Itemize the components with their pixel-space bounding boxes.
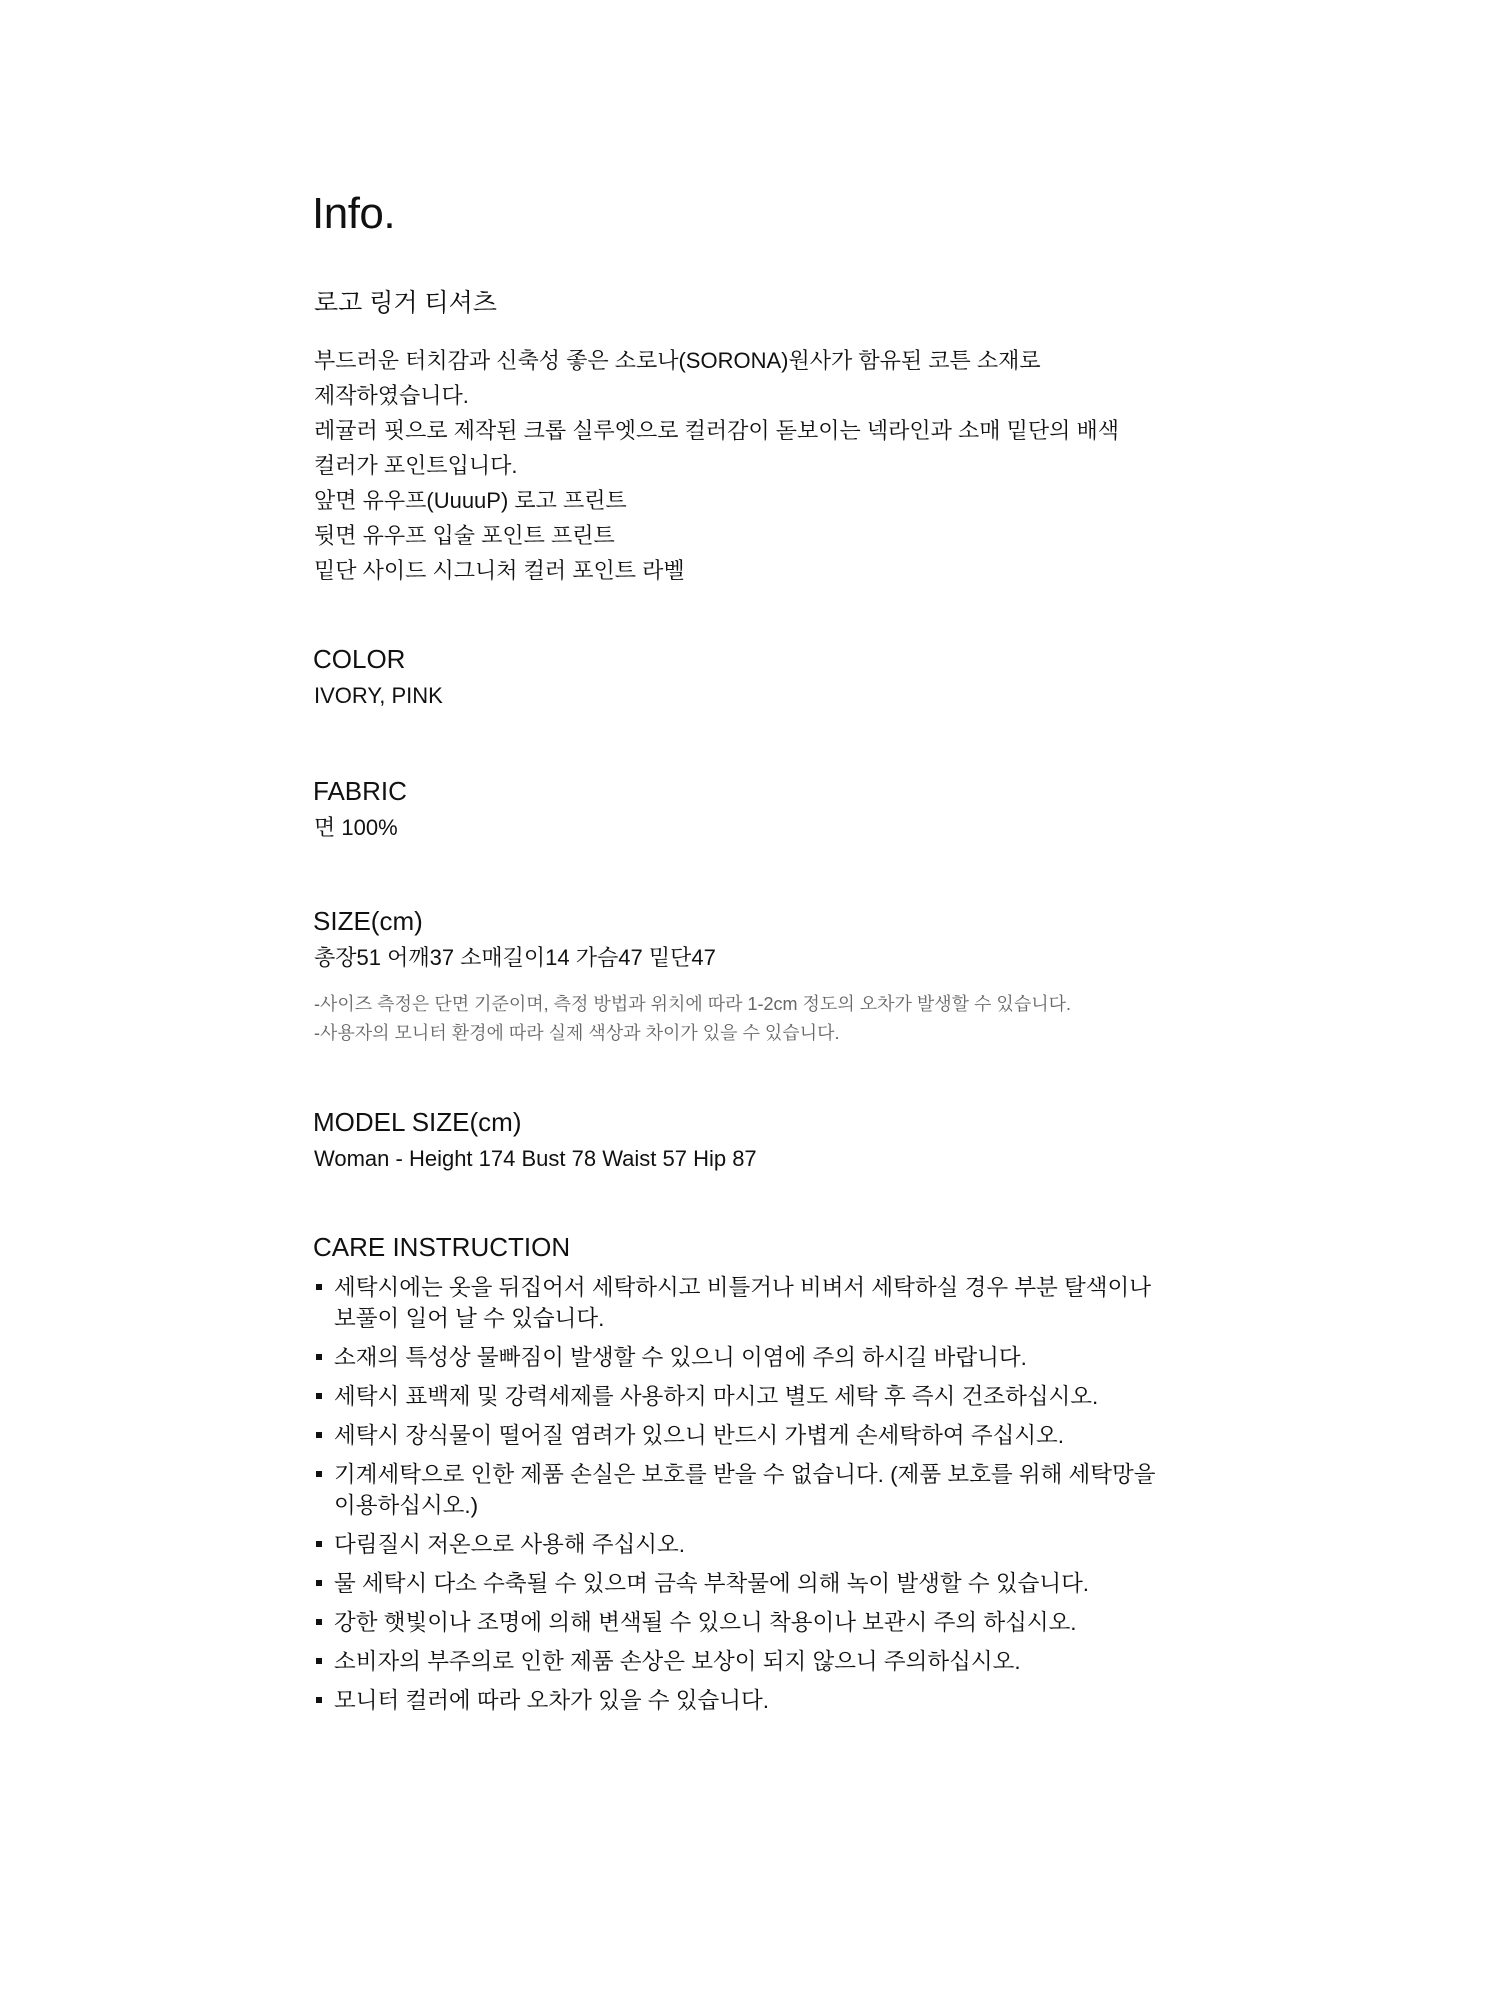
description-line: 밑단 사이드 시그니처 컬러 포인트 라벨 [314,558,685,583]
size-note: -사용자의 모니터 환경에 따라 실제 색상과 차이가 있을 수 있습니다. [314,1023,840,1043]
bullet-icon [316,1284,322,1290]
care-item [314,1568,1174,1599]
product-description [314,343,1119,588]
care-heading: CARE INSTRUCTION [313,1232,571,1262]
bullet-icon [316,1697,322,1703]
care-item-text: 강한 햇빛이나 조명에 의해 변색될 수 있으니 착용이나 보관시 주의 하십시오. [334,1610,1077,1635]
care-item [314,1685,1174,1716]
care-item [314,1272,1174,1334]
care-item-text: 기계세탁으로 인한 제품 손실은 보호를 받을 수 없습니다. (제품 보호를 위해 세탁망을 이용하십시오.) [334,1462,1156,1518]
care-item-text: 소재의 특성상 물빠짐이 발생할 수 있으니 이염에 주의 하시길 바랍니다. [334,1345,1027,1370]
model-size-value: Woman - Height 174 Bust 78 Waist 57 Hip 87 [314,1146,757,1171]
bullet-icon [316,1471,322,1477]
bullet-icon [316,1432,322,1438]
model-size-heading: MODEL SIZE(cm) [313,1107,522,1137]
care-item-text: 모니터 컬러에 따라 오차가 있을 수 있습니다. [334,1688,769,1713]
care-instructions [314,1272,1174,1724]
care-item [314,1607,1174,1638]
description-line: 레귤러 핏으로 제작된 크롭 실루엣으로 컬러감이 돋보이는 넥라인과 소매 밑단의 배색 [314,418,1119,443]
size-value: 총장51 어깨37 소매길이14 가슴47 밑단47 [314,945,716,970]
bullet-icon [316,1619,322,1625]
description-line: 제작하였습니다. [314,383,469,408]
care-item-text: 물 세탁시 다소 수축될 수 있으며 금속 부착물에 의해 녹이 발생할 수 있습니다. [334,1571,1090,1596]
care-item [314,1529,1174,1560]
color-value: IVORY, PINK [314,683,443,708]
care-item-text: 소비자의 부주의로 인한 제품 손상은 보상이 되지 않으니 주의하십시오. [334,1649,1021,1674]
care-item-text: 다림질시 저온으로 사용해 주십시오. [334,1532,686,1557]
care-item-text: 세탁시 장식물이 떨어질 염려가 있으니 반드시 가볍게 손세탁하여 주십시오. [334,1423,1065,1448]
care-item [314,1381,1174,1412]
description-line: 뒷면 유우프 입술 포인트 프린트 [314,523,615,548]
bullet-icon [316,1541,322,1547]
color-heading: COLOR [313,644,406,674]
size-note: -사이즈 측정은 단면 기준이며, 측정 방법과 위치에 따라 1-2cm 정도의 오차가 발생할 수 있습니다. [314,994,1071,1014]
care-item [314,1646,1174,1677]
description-line: 컬러가 포인트입니다. [314,453,518,478]
size-heading: SIZE(cm) [313,906,423,936]
size-notes [314,990,1071,1048]
page-title: Info. [312,189,396,238]
fabric-value: 면 100% [314,815,398,840]
bullet-icon [316,1658,322,1664]
care-item [314,1459,1174,1521]
bullet-icon [316,1354,322,1360]
product-name: 로고 링거 티셔츠 [314,289,497,317]
care-item-text: 세탁시 표백제 및 강력세제를 사용하지 마시고 별도 세탁 후 즉시 건조하십시오. [334,1384,1099,1409]
care-item-text: 세탁시에는 옷을 뒤집어서 세탁하시고 비틀거나 비벼서 세탁하실 경우 부분 탈색이나 보풀이 일어 날 수 있습니다. [334,1275,1151,1331]
description-line: 앞면 유우프(UuuuP) 로고 프린트 [314,488,627,513]
care-item [314,1420,1174,1451]
care-item [314,1342,1174,1373]
fabric-heading: FABRIC [313,776,407,806]
bullet-icon [316,1580,322,1586]
description-line: 부드러운 터치감과 신축성 좋은 소로나(SORONA)원사가 함유된 코튼 소재로 [314,348,1041,373]
bullet-icon [316,1393,322,1399]
